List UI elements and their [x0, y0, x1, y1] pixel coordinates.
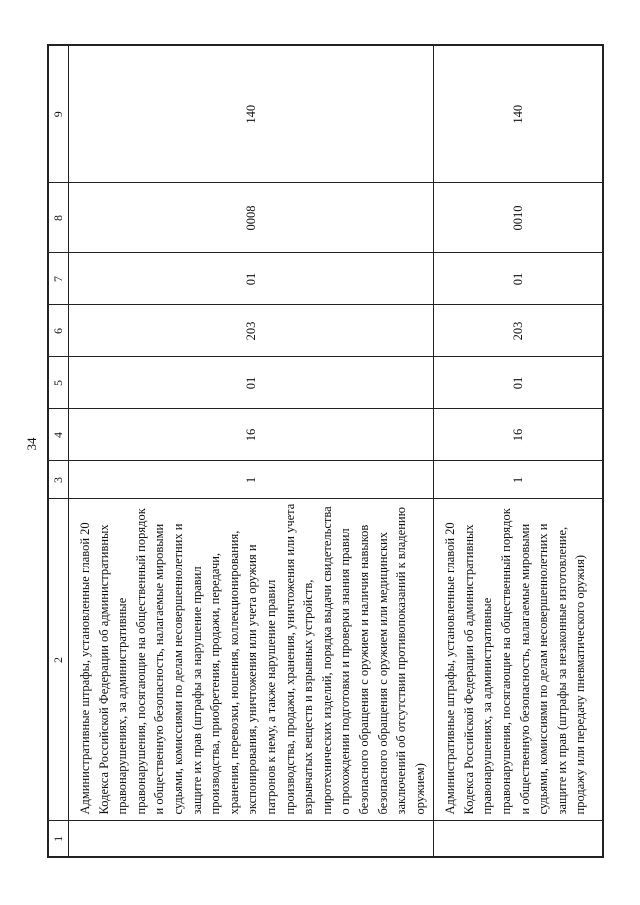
- header-cell-7: 7: [48, 253, 69, 305]
- header-cell-2: 2: [48, 499, 69, 821]
- row-1-col-8: 0008: [69, 183, 434, 253]
- row-1-col-3: 1: [69, 461, 434, 499]
- row-2-col-9: 140: [434, 45, 604, 183]
- row-2-col-6: 203: [434, 305, 604, 357]
- row-2-col-7: 01: [434, 253, 604, 305]
- row-2-description: Административные штрафы, установленные главой 20 Кодекса Российской Федерации об административных правонарушениях, за административные правонарушения, посягающие на общественный порядок и общественную безопасность, налагаемые мировыми судьями, комиссиями по делам несовершеннолетних и защите их прав (штрафы за незаконные изготовление, продажу или передачу пневматического оружия): [434, 499, 604, 821]
- header-cell-3: 3: [48, 461, 69, 499]
- page-number: 34: [24, 437, 39, 451]
- table-row: [434, 45, 604, 857]
- table-row: [69, 45, 434, 857]
- header-cell-4: 4: [48, 409, 69, 461]
- header-cell-5: 5: [48, 357, 69, 409]
- row-1-col-6: 203: [69, 305, 434, 357]
- header-cell-6: 6: [48, 305, 69, 357]
- row-1-description: Административные штрафы, установленные главой 20 Кодекса Российской Федерации об административных правонарушениях, за административные правонарушения, посягающие на общественный порядок и общественную безопасность, налагаемые мировыми судьями, комиссиями по делам несовершеннолетних и защите их прав (штрафы за нарушение правил производства, приобретения, продажи, передачи, хранения, перевозки, ношения, коллекционирования, экспонирования, уничтожения или учета оружия и патронов к нему, а также нарушение правил производства, продажи, хранения, уничтожения или учета взрывчатых веществ и взрывных устройств, пиротехнических изделий, порядка выдачи свидетельства о прохождении подготовки и проверки знания правил безопасного обращения с оружием и наличия навыков безопасного обращения с оружием или медицинских заключений об отсутствии противопоказаний к владению оружием): [69, 499, 434, 821]
- row-1-col-5: 01: [69, 357, 434, 409]
- row-2-col-4: 16: [434, 409, 604, 461]
- row-1-col-9: 140: [69, 45, 434, 183]
- header-row: [48, 45, 69, 857]
- row-2-col-5: 01: [434, 357, 604, 409]
- header-cell-1: 1: [48, 821, 69, 857]
- row-1-col-1: [69, 821, 434, 857]
- rotated-table-container: [47, 46, 588, 858]
- row-2-col-1: [434, 821, 604, 857]
- row-2-col-8: 0010: [434, 183, 604, 253]
- header-cell-9: 9: [48, 45, 69, 183]
- header-cell-8: 8: [48, 183, 69, 253]
- row-1-col-4: 16: [69, 409, 434, 461]
- row-1-col-7: 01: [69, 253, 434, 305]
- row-2-col-3: 1: [434, 461, 604, 499]
- budget-codes-table: [47, 44, 604, 858]
